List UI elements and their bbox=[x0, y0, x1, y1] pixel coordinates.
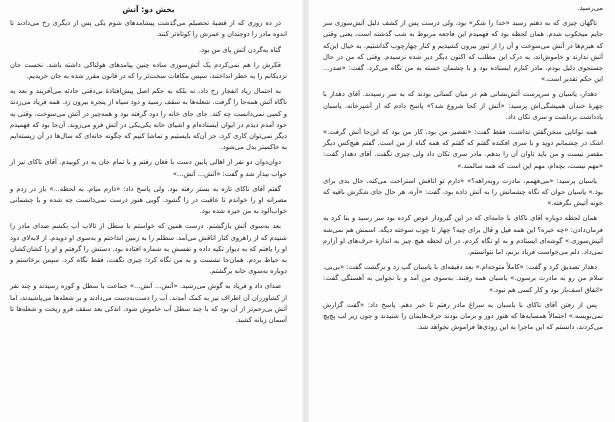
right-page bbox=[309, 0, 615, 422]
paragraph: در ده روزی که از قضیهٔ تحصیلم می‌گذشت پیشامدهای شوم یکی پس از دیگری رخ می‌دادند تا اندوه مادر را دوچندان و عمرش را کوتاه‌تر کنند. bbox=[10, 19, 287, 39]
paragraph: ناگهان چیزی که به ذهنم رسید «خدا را شکر» بود، ولی درست پس از کشف دلیل آتش‌سوزی سر جایم میخکوب شدم. همان لحظه بود که فهمیدم این فاجعه مربوط به شب گذشته است، یعنی وقتی که هیزم‌ها در آتش می‌سوخت و آن را از تنور بیرون کشیدیم و کنار چهارچوب گذاشتیم. به خیال این‌که آتش ندارند و خاموش‌اند، به درک این مطلب که اکنون دیگر دیر شده نرسیدم. وقتی که من در حال جستجوی دلیل بودم، مادر کنارم ایستاده بود و با چشمان خسته به من نگاه می‌کرد. گفت: «صدر... این حکم تقدیر است.» bbox=[323, 19, 603, 84]
paragraph: فکرش را هم نمی‌کردم یک آتش‌سوزی ساده چنین پیامدهای هولناکی داشته باشد. نخست جان نزدیکانم را به خطر انداختند، سپس مکافات سخت‌تر را که در قانون مقرر شده به جان خریدیم. bbox=[10, 60, 287, 81]
paragraph: صدای داد و فریاد به گوش می‌رسید. «آتش... آتش...» جماعت با سطل و کوزه رسیدند و چند نفر از کشاورزان آن اطراف نیز به کمک آمدند. آب را دست‌به‌دست می‌دادند و بر شعله‌ها می‌پاشیدند، اما آتش بی‌رحم‌تر از آن بود که با چند سطل آب خاموش شود. اندکی بعد سقف فرو ریخت و شعله‌ها تا آسمان زبانه کشید. bbox=[10, 282, 287, 325]
paragraph: دهدار، یاسبان و سرپرست آتش‌نشانی هم در میان کسانی بودند که به سر رسیدند. آقای دهدار با چهرهٔ خندان همیشگی‌اش پرسید: «آتش از کجا شروع شد؟» پاسخ دادم که از آشپزخانه. یاسبان یادداشت برداشت و سری تکان داد. bbox=[323, 90, 603, 121]
paragraph: دوان‌دوان دو نفر از اهالی پایین دست با فغان رفتم و با تمام جان به در کوبیدم. آقای ناکای نیز از خواب بیدار شد و گفت: «آتش... آتش...» bbox=[10, 158, 287, 178]
paragraph: می‌رسید. bbox=[577, 4, 603, 12]
left-page bbox=[0, 0, 301, 422]
paragraph: همه توانایی سخن‌گفتن نداشت، فقط گفت: «تقصیر من بود، کار من بود که این‌جا آتش گرفت.» اشک در چشمانم دوید و با سری افکنده گفتم که گفتم که همه گناه از من است. گفتم هیچ‌کس دیگر مقصر نیست و من باید تاوان آن را بدهم. مادر سری تکان داد ولی چیزی نگفت. آقای دهدار گفت: «مهم نیست، بچه‌ام، مهم این است که همه سالمند.» bbox=[323, 128, 603, 170]
book-gutter bbox=[302, 0, 309, 422]
paragraph: همان لحظه دوباره آقای ناکای با جامه‌ای که در این گیرودار عوض کرده بود سر رسید و بنا کرد به فرمان‌دادن: «چه خبره؟ این همه فیل و قال برای چیه؟ چهار تا چوب سوخته دیگه. اسمش هم نمی‌شه آتیش‌سوزی.» گوشه‌ای ایستادم و به او نگاه کردم. در آن لحظه هیچ چیز به اندازهٔ حرف‌های او آزارم نمی‌داد. دلم می‌خواست فریاد بزنم، اما نتوانستم. bbox=[323, 214, 603, 257]
paragraph: یاسبان پرسید: «می‌فهمم، مادرت روبه‌راهه؟» «دارم تو اتاقش استراحت می‌کنه، حال بدی برای بود.» یاسبان جوان که نگاه چشمانش را به آتش داده بود، گفت: «آره، هر حال جای شکرش باقیه که خونه آتیش نگرفته.» bbox=[323, 176, 603, 208]
paragraph: گناه به‌گردن آتش پای من بود. bbox=[198, 45, 281, 54]
chapter-title: بخش دو: آتش bbox=[122, 5, 175, 14]
paragraph: پس از رفتن آقای ناکای با یاسبان به سراغ مادر رفتم تا خبر دهم. پاسخ داد: «گفت گزارش نمی‌نویسه.» احتمالاً همسایه‌ها که هنوز دور و برمان بودند حرف‌هایمان را شنیدند و چون زیر لب پچ‌پچ می‌کردند، دانستم که این ماجرا به این زودی‌ها فراموش نخواهد شد. bbox=[323, 300, 603, 332]
paragraph: دهدار تصدیق کرد و گفت: «کاملاً متوجه‌ام.» بعد دقیقه‌ای با یاسبان گپ زد و برگشت گفت: «بی‌بی، سلام من رو به مادرت برسون.» یاسبان همه رفتند. به‌سوی من آمد و با نجوایی به آهستگی گفت: «اتفاق اسف‌بار بود و کار کسی هم نبود.» bbox=[323, 263, 603, 294]
paragraph: گفتم آقای ناکای تازه به بستر رفته بود. ولی پاسخ داد: «دارم میام. به لحظه...» باز در زدم و مصرانه او را خواندم تا عاقبت در را گشود. گویی هنوز درست نمی‌دانست چه شده و با چشمانی خواب‌آلود به من خیره شده بود. bbox=[10, 184, 287, 216]
paragraph: بعد به‌سوی آتش بازگشتم. درست همین که خواستم با سطل از تالاب آب بکشم صدای مادر را شنیدم که از راهروی کنار اتاقش می‌آمد. سطلم را به زمین انداختم و به‌سوی او دویدم. از لابه‌لای دود او را یافتم که به دیوار تکیه داده و نفسش به شماره افتاده بود. دستش را گرفتم و او را کشان‌کشان به حیاط بردم. همان‌جا نشست و به من نگاه کرد؛ چیزی نگفت، فقط نگاه کرد. سپس برخاستم و دوباره به‌سوی خانه برگشتم. bbox=[10, 222, 287, 276]
paragraph: به احتمال زیاد انفجار رخ داد، نه بلکه به حکم اصل پیش‌افتادهٔ بی‌دقتی حادثه می‌آفریند و بعد به ناگاه آتش همه‌جا را گرفت. شعله‌ها به سقف رسید و دود سیاه از پنجره بیرون زد. همه فریاد می‌زدند و کسی نمی‌دانست چه کند. جای جای خانه را دود گرفته بود و همه‌چیز در آتش می‌سوخت. وقتی به خود آمدم دیدم در ایوان ایستاده‌ام و اشیای خانه یکی‌یکی در آتش فرو می‌روند. آن‌جا بود که فهمیدم دیگر نمی‌توان کاری کرد، جز آن‌که بایستیم و تماشا کنیم که چگونه خانه‌ای که سال‌ها در آن زیسته‌ایم به خاکستر بدل می‌شود. bbox=[10, 87, 287, 152]
